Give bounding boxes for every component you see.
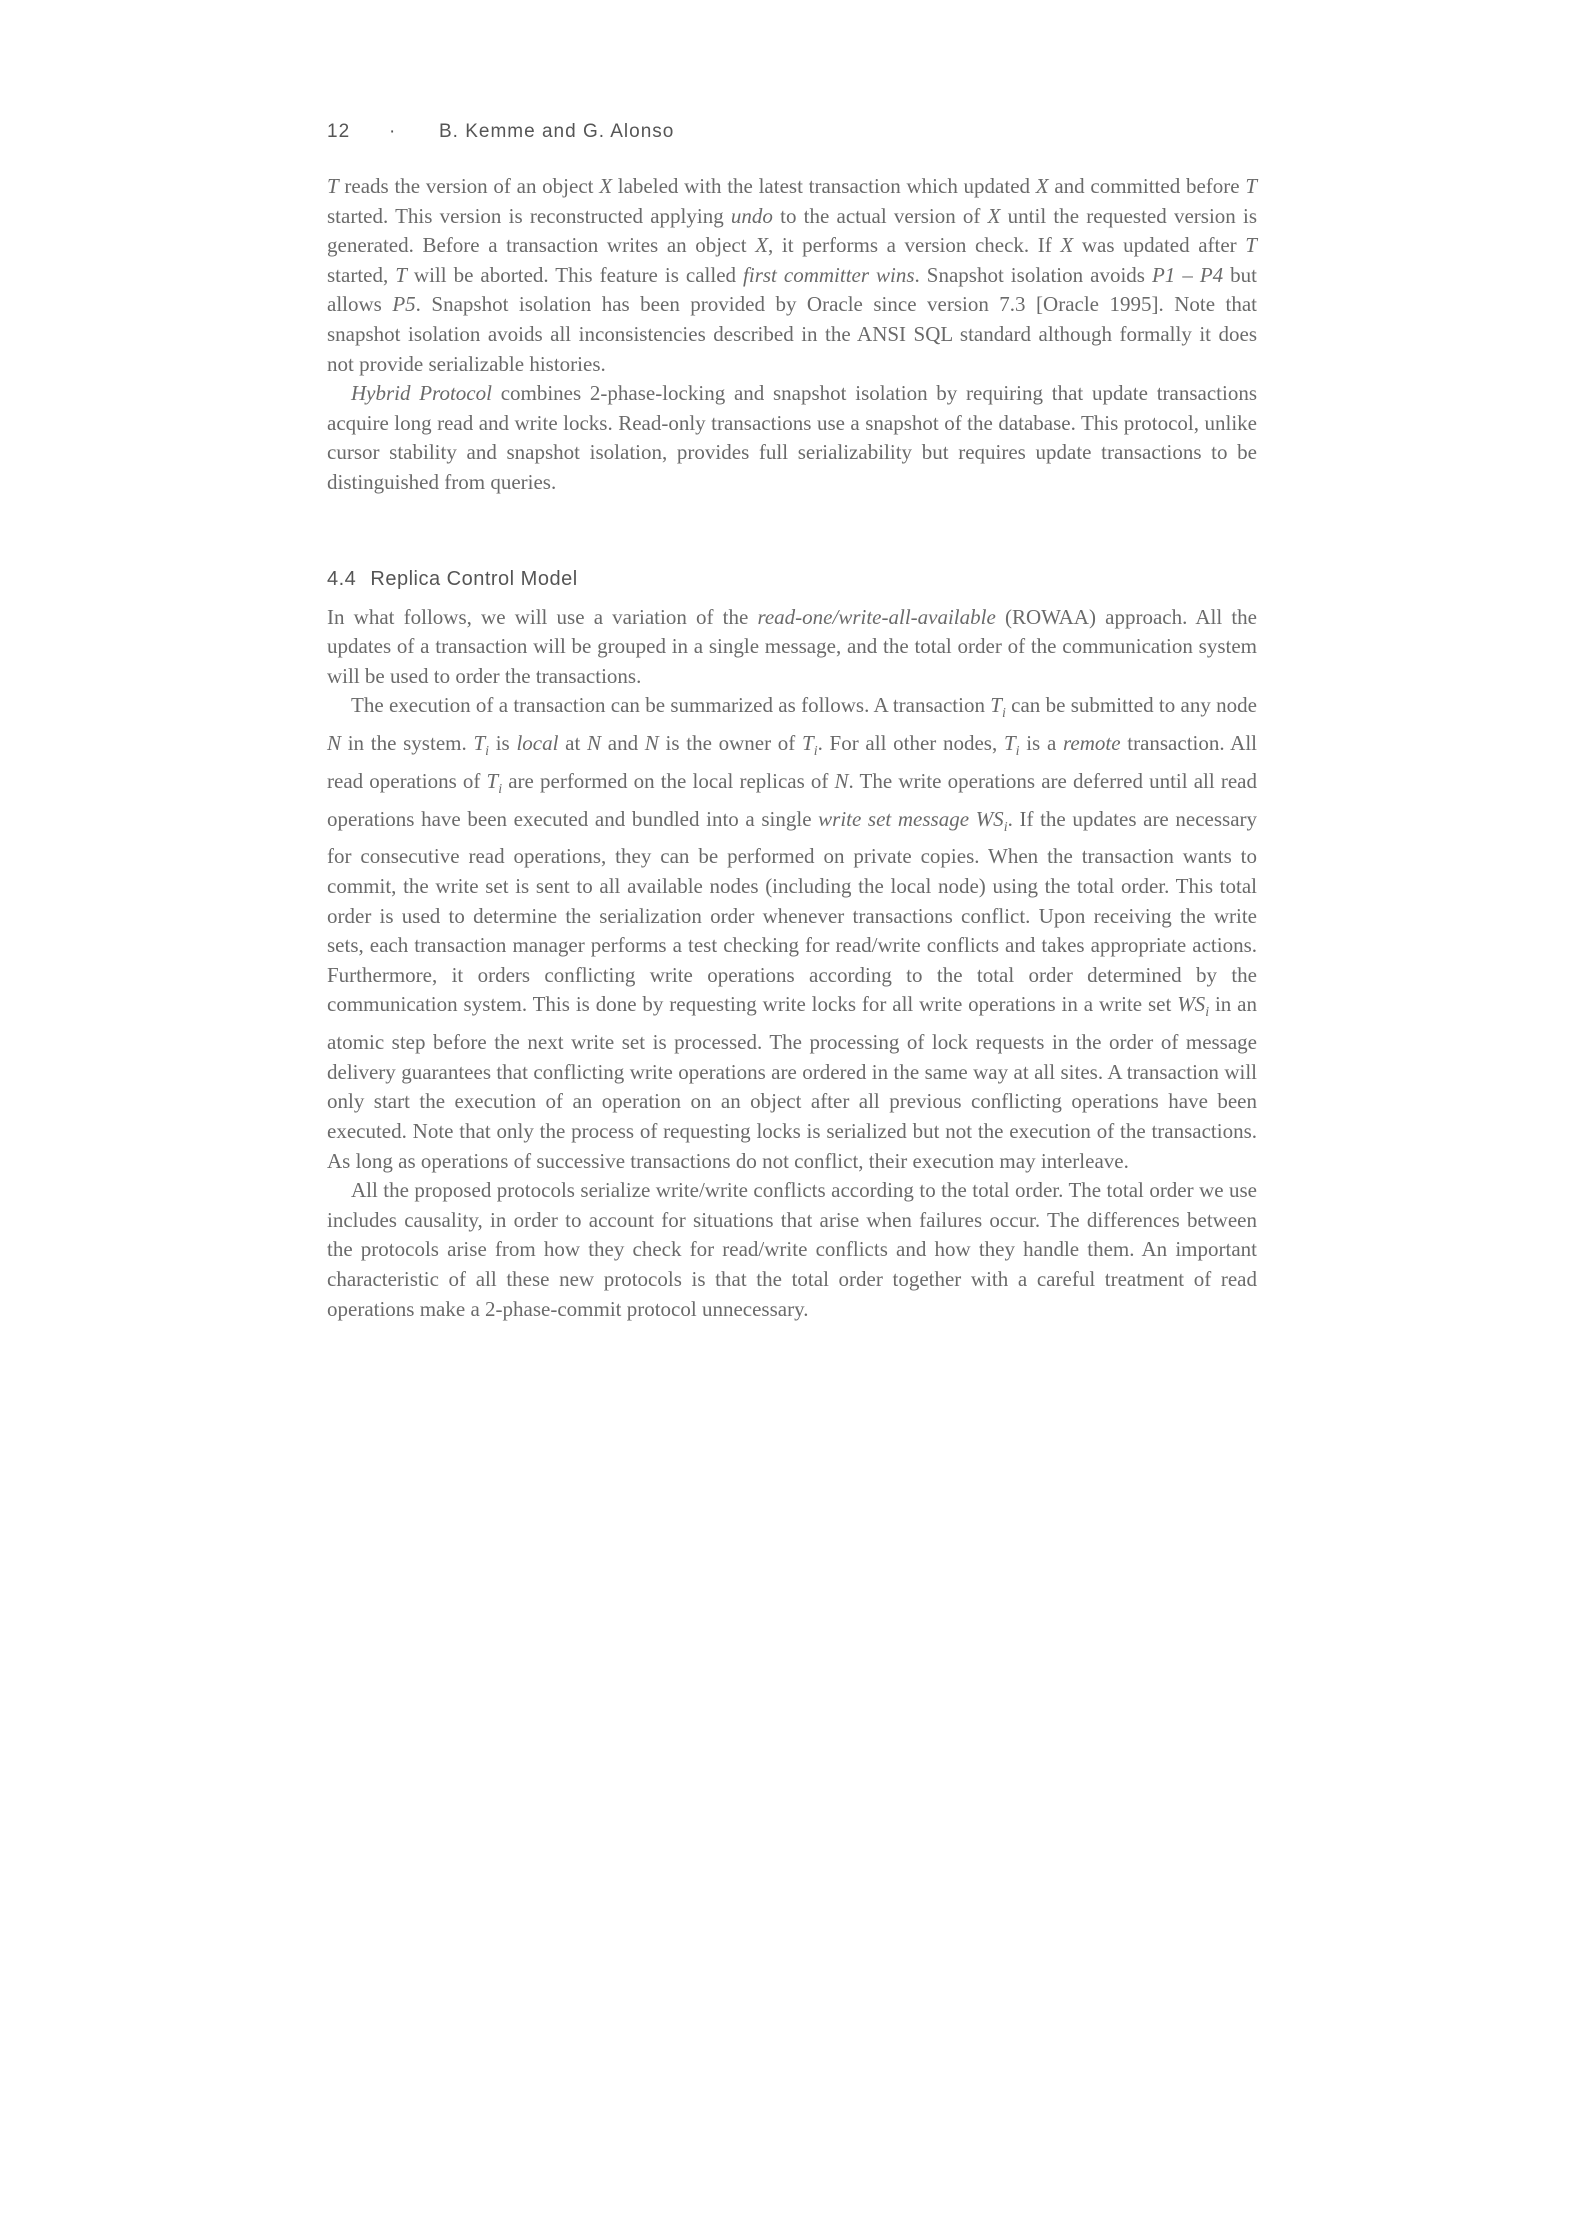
subscript: i xyxy=(813,744,818,760)
emphasis: write set message xyxy=(818,806,970,831)
emphasis: T xyxy=(802,731,814,756)
body-text-top xyxy=(327,172,1257,498)
emphasis: WS xyxy=(1177,992,1206,1017)
subscript: i xyxy=(485,744,490,760)
text-run: . Snapshot isolation has been provided by Oracle since version 7.3 [Oracle 1995]. Note that snapshot isolation avoids all inconsistencies described in the ANSI SQL standard although formally it does not provide serializable histories. xyxy=(327,292,1258,376)
emphasis: X xyxy=(1060,233,1074,258)
page xyxy=(327,112,1257,1324)
emphasis: P1 xyxy=(1151,262,1176,287)
section-title: Replica Control Model xyxy=(370,567,578,590)
running-head xyxy=(327,112,1257,152)
running-head-bullet: · xyxy=(389,121,397,142)
emphasis: local xyxy=(516,731,559,756)
text-run: . The write operations are deferred until all read operations have been executed and bundled into a single xyxy=(327,768,1257,831)
text-run: can be submitted to any node xyxy=(1005,693,1257,718)
paragraph xyxy=(327,379,1257,497)
emphasis: T xyxy=(486,768,499,793)
emphasis: P4 xyxy=(1199,262,1224,287)
text-run: in an atomic step before the next write set is processed. The processing of lock requests in the order of message delivery guarantees that conflicting write operations are ordered in the same way at all sites. A transaction will only start the execution of an operation on an object after all previous conflicting operations have been executed. Note that only the process of requesting locks is serialized but not the execution of the transactions. As long as operations of successive transactions do not conflict, their execution may interleave. xyxy=(327,992,1257,1173)
emphasis: N xyxy=(644,731,659,756)
emphasis: read-one/write-all-available xyxy=(757,604,996,629)
emphasis: first committer wins xyxy=(743,262,915,287)
emphasis: T xyxy=(327,174,339,198)
text-run: (ROWAA) approach. All the updates of a transaction will be grouped in a single message, and the total order of the communication system will be used to order the transactions. xyxy=(327,604,1257,688)
text-run: and xyxy=(601,731,645,756)
text-run: in the system. xyxy=(341,731,474,756)
text-run: . For all other nodes, xyxy=(817,731,1004,756)
emphasis: T xyxy=(395,262,407,287)
text-run: – xyxy=(1175,262,1200,287)
section-number: 4.4 xyxy=(327,567,357,590)
subscript: i xyxy=(1003,819,1008,835)
text-run: but allows xyxy=(327,262,1257,317)
text-run: is the owner of xyxy=(658,731,802,756)
emphasis: X xyxy=(987,203,1001,228)
body-text-section xyxy=(327,603,1257,1325)
emphasis: X xyxy=(755,233,769,258)
emphasis: T xyxy=(990,693,1002,718)
emphasis: T xyxy=(1245,174,1257,198)
text-run: reads the version of an object xyxy=(338,174,600,198)
text-run: . If the updates are necessary for consecutive read operations, they can be performed on private copies. When the transaction wants to commit, the write set is sent to all available nodes (including the local node) using the total order. This total order is used to determine the serialization order whenever transactions conflict. Upon receiving the write sets, each transaction manager performs a test checking for read/write conflicts and takes appropriate actions. Furthermore, it orders conflicting write operations according to the total order determined by the communication system. This is done by requesting write locks for all write operations in a write set xyxy=(327,806,1258,1017)
running-head-authors: B. Kemme and G. Alonso xyxy=(439,121,675,142)
text-run: In what follows, we will use a variation of the xyxy=(327,604,758,629)
page-number: 12 xyxy=(327,121,351,142)
text-run: was updated after xyxy=(1073,233,1246,258)
emphasis: T xyxy=(1245,233,1257,258)
text-run: started. This version is reconstructed applying xyxy=(327,203,731,228)
emphasis: N xyxy=(587,731,602,756)
text-run: and committed before xyxy=(1048,174,1246,198)
emphasis: undo xyxy=(730,203,773,228)
text-run: at xyxy=(558,731,588,756)
text-run: . Snapshot isolation avoids xyxy=(914,262,1152,287)
text-run: combines 2-phase-locking and snapshot isolation by requiring that update transactions acquire long read and write locks. Read-only transactions use a snapshot of the database. This protocol, unlike cursor stability and snapshot isolation, provides full serializability but requires update transactions to be distinguished from queries. xyxy=(327,381,1257,494)
emphasis: T xyxy=(473,731,486,756)
text-run: started, xyxy=(327,262,396,287)
subscript: i xyxy=(1001,706,1006,722)
text-run: transaction. All read operations of xyxy=(327,731,1258,793)
text-run: will be aborted. This feature is called xyxy=(406,262,744,287)
paragraph xyxy=(327,1176,1257,1324)
emphasis: remote xyxy=(1062,731,1121,756)
text-run: is a xyxy=(1019,731,1063,756)
emphasis: X xyxy=(1035,174,1049,198)
text-run: is xyxy=(489,731,517,756)
emphasis: Hybrid Protocol xyxy=(351,381,492,406)
emphasis: N xyxy=(327,731,342,756)
text-run: until the requested version is generated. Before a transaction writes an object xyxy=(327,203,1257,258)
subscript: i xyxy=(1205,1005,1210,1021)
paragraph xyxy=(327,603,1257,692)
emphasis: WS xyxy=(975,806,1004,831)
paragraph xyxy=(327,691,1257,1176)
text-run xyxy=(969,807,976,831)
text-run: All the proposed protocols serialize write/write conflicts according to the total order. The total order we use includes causality, in order to account for situations that arise when failures occur. The differences between the protocols arise from how they check for read/write conflicts and how they handle them. An important characteristic of all these new protocols is that the total order together with a careful treatment of read operations make a 2-phase-commit protocol unnecessary. xyxy=(327,1178,1257,1321)
emphasis: X xyxy=(599,174,613,198)
emphasis: N xyxy=(834,768,849,793)
section-heading xyxy=(327,568,1257,591)
text-run: are performed on the local replicas of xyxy=(502,768,835,793)
paragraph xyxy=(327,172,1257,379)
emphasis: P5 xyxy=(392,292,416,317)
text-run: , it performs a version check. If xyxy=(768,233,1061,258)
emphasis: T xyxy=(1003,731,1016,756)
text-run: The execution of a transaction can be summarized as follows. A transaction xyxy=(351,693,991,718)
text-run: to the actual version of xyxy=(772,203,988,228)
subscript: i xyxy=(1015,744,1020,760)
subscript: i xyxy=(498,782,503,798)
text-run: labeled with the latest transaction which updated xyxy=(612,174,1036,198)
